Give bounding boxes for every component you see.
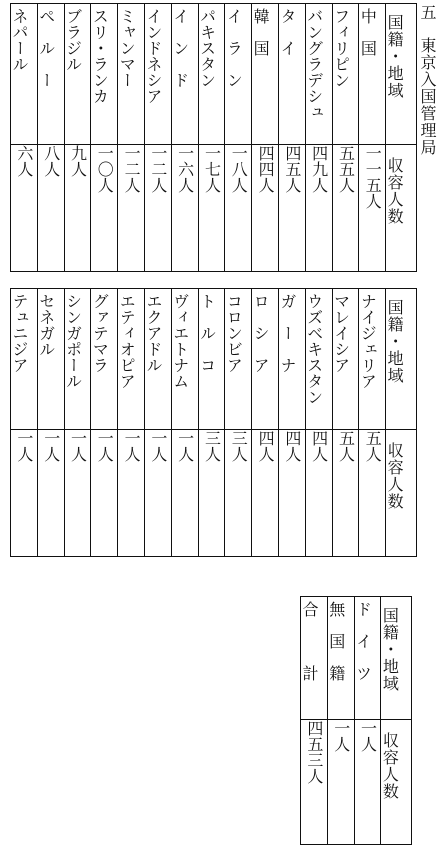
section-title: 東京入国管理局 xyxy=(418,37,437,156)
detainee-count: 一人 xyxy=(95,430,115,462)
nationality-name: ネパール xyxy=(10,8,29,72)
nationality-cell xyxy=(118,4,145,145)
nationality-name: 無 国 籍 xyxy=(326,601,346,681)
nationality-name: ヴィエトナム xyxy=(170,293,190,389)
nationality-cell xyxy=(198,289,225,430)
count-cell xyxy=(11,430,38,557)
nationality-name: ウズベキスタン xyxy=(304,293,324,405)
nationality-cell xyxy=(64,289,91,430)
counts-band xyxy=(11,430,417,557)
detainee-count: 四人 xyxy=(309,430,329,462)
nationality-name: コロンビア xyxy=(224,293,244,373)
nationality-name: ト ル コ xyxy=(197,293,217,373)
detainee-count: 五人 xyxy=(336,430,356,462)
header-count: 収容人数 xyxy=(385,157,405,225)
header-count: 収容人数 xyxy=(385,442,405,510)
nationality-name: テュニジア xyxy=(10,293,29,373)
count-cell xyxy=(171,430,198,557)
nationality-cell xyxy=(252,289,279,430)
count-cell xyxy=(11,145,38,272)
detainee-count: 一人 xyxy=(122,430,142,462)
nationality-cell xyxy=(118,289,145,430)
nationality-name: 合 計 xyxy=(300,601,319,681)
nationality-cell xyxy=(305,4,332,145)
detainee-count: 五人 xyxy=(363,430,383,462)
header-nationality: 国籍・地域 xyxy=(385,14,405,99)
nationality-cell xyxy=(37,289,64,430)
nationality-cell xyxy=(144,4,171,145)
count-cell xyxy=(359,145,386,272)
nationality-cell xyxy=(332,4,359,145)
header-count-cell xyxy=(381,720,412,845)
detainee-count: 一二人 xyxy=(122,145,142,193)
nationality-name: ド イ ツ xyxy=(353,601,373,681)
nationality-cell xyxy=(359,4,386,145)
nationality-name: エティオピア xyxy=(117,293,137,389)
counts-band xyxy=(11,145,417,272)
count-cell xyxy=(225,430,252,557)
detainee-count: 一六人 xyxy=(175,145,195,193)
header-nationality-cell xyxy=(386,4,417,145)
detainee-count: 四人 xyxy=(256,430,276,462)
nationality-name: ミャンマー xyxy=(117,8,137,88)
nationality-name: タ イ xyxy=(277,8,297,56)
count-cell xyxy=(91,145,118,272)
count-cell xyxy=(305,145,332,272)
detainee-count: 八人 xyxy=(41,145,61,177)
header-nationality-cell xyxy=(381,597,412,720)
count-cell xyxy=(252,430,279,557)
nationality-cell xyxy=(225,289,252,430)
nationality-cell xyxy=(144,289,171,430)
count-cell xyxy=(64,145,91,272)
detainee-count: 一〇人 xyxy=(95,145,115,193)
nationality-cell xyxy=(91,289,118,430)
count-cell xyxy=(332,430,359,557)
count-cell xyxy=(118,430,145,557)
header-count-cell xyxy=(386,145,417,272)
names-band xyxy=(301,597,412,720)
nationality-cell xyxy=(305,289,332,430)
header-nationality: 国籍・地域 xyxy=(380,607,400,692)
detainee-count: 四五三人 xyxy=(304,720,324,784)
detainee-count: 一人 xyxy=(331,720,351,752)
count-cell xyxy=(37,145,64,272)
counts-band xyxy=(301,720,412,845)
nationality-cell xyxy=(171,4,198,145)
count-cell xyxy=(327,720,354,845)
header-count-cell xyxy=(386,430,417,557)
nationality-name: パキスタン xyxy=(197,8,217,88)
nationality-name: シンガポール xyxy=(63,293,83,389)
nationality-cell xyxy=(252,4,279,145)
nationality-name: マレイシア xyxy=(331,293,351,373)
count-cell xyxy=(225,145,252,272)
count-cell xyxy=(332,145,359,272)
nationality-cell xyxy=(37,4,64,145)
count-cell xyxy=(144,430,171,557)
count-cell xyxy=(144,145,171,272)
nationality-name: フィリピン xyxy=(331,8,351,88)
count-cell xyxy=(37,430,64,557)
nationality-name: イ ラ ン xyxy=(224,8,244,88)
detainee-count: 九人 xyxy=(68,145,88,177)
nationality-name: ブラジル xyxy=(63,8,83,72)
detainee-count: 一人 xyxy=(14,430,34,462)
header-nationality: 国籍・地域 xyxy=(385,299,405,384)
nationality-cell xyxy=(354,597,381,720)
count-cell xyxy=(359,430,386,557)
nationality-name: エクアドル xyxy=(143,293,163,373)
nationality-name: スリ・ランカ xyxy=(90,8,110,104)
count-cell xyxy=(198,430,225,557)
count-cell xyxy=(64,430,91,557)
nationality-name: ロ シ ア xyxy=(251,293,271,373)
detainee-count: 一人 xyxy=(68,430,88,462)
nationality-cell xyxy=(171,289,198,430)
nationality-cell xyxy=(225,4,252,145)
nationality-cell xyxy=(301,597,328,720)
nationality-name: ガ ー ナ xyxy=(277,293,297,373)
nationality-name: 韓 国 xyxy=(251,8,271,56)
detainee-count: 三人 xyxy=(229,430,249,462)
detainee-count: 一人 xyxy=(148,430,168,462)
detainee-count: 一二人 xyxy=(148,145,168,193)
nationality-cell xyxy=(11,4,38,145)
count-cell xyxy=(118,145,145,272)
nationality-cell xyxy=(359,289,386,430)
detainee-count: 三人 xyxy=(202,430,222,462)
detainee-count: 四人 xyxy=(282,430,302,462)
detainee-table-3 xyxy=(300,596,412,845)
nationality-name: 中 国 xyxy=(358,8,378,56)
nationality-cell xyxy=(11,289,38,430)
nationality-name: ペ ル ー xyxy=(36,8,56,88)
nationality-name: イ ン ド xyxy=(170,8,190,88)
nationality-cell xyxy=(332,289,359,430)
detainee-count: 一七人 xyxy=(202,145,222,193)
count-cell xyxy=(278,430,305,557)
detainee-count: 四五人 xyxy=(282,145,302,193)
names-band xyxy=(11,289,417,430)
nationality-cell xyxy=(64,4,91,145)
names-band xyxy=(11,4,417,145)
detainee-table-2 xyxy=(10,288,417,557)
detainee-count: 一一五人 xyxy=(363,145,383,209)
count-cell xyxy=(354,720,381,845)
count-cell xyxy=(171,145,198,272)
count-cell xyxy=(198,145,225,272)
header-count: 収容人数 xyxy=(380,732,400,800)
detainee-table-1 xyxy=(10,3,417,272)
nationality-name: インドネシア xyxy=(143,8,163,104)
page-heading xyxy=(419,4,435,156)
detainee-count: 四四人 xyxy=(256,145,276,193)
detainee-count: 一八人 xyxy=(229,145,249,193)
nationality-cell xyxy=(91,4,118,145)
nationality-cell xyxy=(278,289,305,430)
count-cell xyxy=(278,145,305,272)
section-number: 五 xyxy=(418,4,437,21)
detainee-count: 五五人 xyxy=(336,145,356,193)
nationality-name: セネガル xyxy=(36,293,56,357)
detainee-count: 四九人 xyxy=(309,145,329,193)
nationality-cell xyxy=(278,4,305,145)
detainee-count: 一人 xyxy=(358,720,378,752)
detainee-count: 六人 xyxy=(14,145,34,177)
count-cell xyxy=(305,430,332,557)
count-cell xyxy=(252,145,279,272)
detainee-count: 一人 xyxy=(175,430,195,462)
count-cell xyxy=(301,720,328,845)
nationality-name: バングラデシュ xyxy=(304,8,324,120)
detainee-count: 一人 xyxy=(41,430,61,462)
nationality-cell xyxy=(198,4,225,145)
count-cell xyxy=(91,430,118,557)
nationality-name: ナイジェリア xyxy=(358,293,378,389)
nationality-cell xyxy=(327,597,354,720)
nationality-name: グァテマラ xyxy=(90,293,110,373)
header-nationality-cell xyxy=(386,289,417,430)
